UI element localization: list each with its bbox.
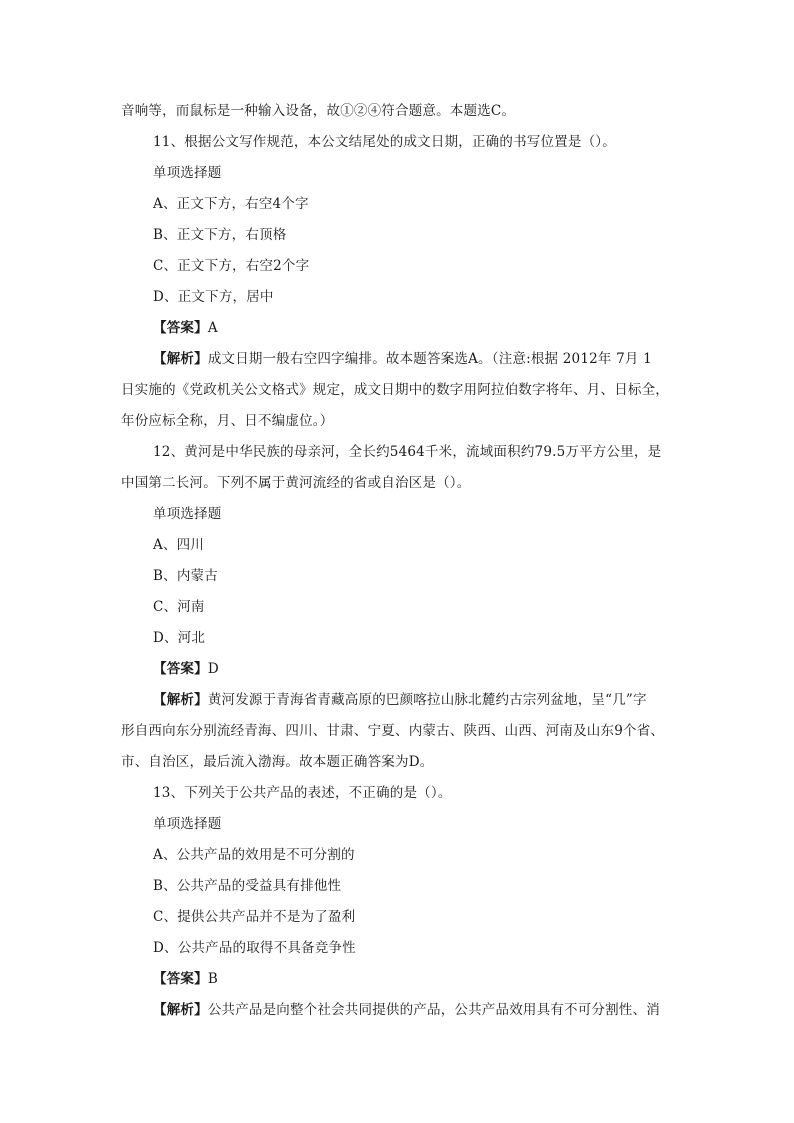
question-11-option-c: C、正文下方，右空2个字	[153, 258, 310, 274]
analysis-tag: 【解析】	[153, 351, 208, 367]
question-12-answer	[153, 659, 709, 679]
question-11-analysis-line-1	[153, 349, 677, 369]
question-11-analysis-line-2: 日实施的《党政机关公文格式》规定，成文日期中的数字用阿拉伯数字将年、月、日标全，	[121, 382, 669, 398]
analysis-tag: 【解析】	[153, 692, 208, 708]
question-13-option-d: D、公共产品的取得不具备竞争性	[153, 940, 356, 956]
answer-tag: 【答案】	[153, 661, 208, 677]
question-12-type: 单项选择题	[153, 506, 222, 522]
answer-tag: 【答案】	[153, 320, 208, 336]
question-13-answer	[153, 969, 709, 989]
answer-value: A	[207, 320, 218, 336]
question-11-analysis-line-3: 年份应标全称，月、日不编虚位。）	[121, 413, 334, 429]
answer-value: B	[207, 971, 218, 987]
question-13-title: 13、下列关于公共产品的表述，不正确的是（）。	[153, 785, 452, 801]
paragraph-line: 音响等，而鼠标是一种输入设备，故①②④符合题意。本题选C。	[121, 103, 516, 119]
analysis-text: 成文日期一般右空四字编排。故本题答案选A。（注意:根据 2012年 7月 1	[207, 351, 652, 367]
question-13-analysis-line-1	[153, 1000, 677, 1020]
analysis-text: 公共产品是向整个社会共同提供的产品，公共产品效用具有不可分割性、消	[207, 1002, 660, 1018]
question-12-title-line-2: 中国第二长河。下列不属于黄河流经的省或自治区是（）。	[121, 475, 471, 491]
question-11-option-d: D、正文下方，居中	[153, 289, 274, 305]
question-11-answer	[153, 318, 709, 338]
question-12-option-d: D、河北	[153, 630, 206, 646]
question-11-title: 11、根据公文写作规范，本公文结尾处的成文日期，正确的书写位置是（）。	[153, 134, 616, 150]
question-12-option-c: C、河南	[153, 599, 205, 615]
question-12-analysis-line-3: 市、自治区，最后流入渤海。故本题正确答案为D。	[121, 754, 434, 770]
analysis-text: 黄河发源于青海省青藏高原的巴颜喀拉山脉北麓约古宗列盆地，呈“几”字	[207, 692, 647, 708]
question-11-option-a: A、正文下方，右空4个字	[153, 196, 309, 212]
question-13-option-a: A、公共产品的效用是不可分割的	[153, 847, 355, 863]
question-11-type: 单项选择题	[153, 165, 222, 181]
question-12-option-b: B、内蒙古	[153, 568, 218, 584]
question-13-type: 单项选择题	[153, 816, 222, 832]
analysis-tag: 【解析】	[153, 1002, 208, 1018]
answer-tag: 【答案】	[153, 971, 208, 987]
answer-value: D	[207, 661, 219, 677]
question-13-option-c: C、提供公共产品并不是为了盈利	[153, 909, 356, 925]
question-12-title-line-1: 12、黄河是中华民族的母亲河，全长约5464千米，流域面积约79.5万平方公里，是	[153, 444, 662, 460]
question-13-option-b: B、公共产品的受益具有排他性	[153, 878, 342, 894]
question-12-analysis-line-1	[153, 690, 677, 710]
question-12-analysis-line-2: 形自西向东分别流经青海、四川、甘肃、宁夏、内蒙古、陕西、山西、河南及山东9个省、	[121, 723, 665, 739]
question-12-option-a: A、四川	[153, 537, 205, 553]
question-11-option-b: B、正文下方，右顶格	[153, 227, 287, 243]
